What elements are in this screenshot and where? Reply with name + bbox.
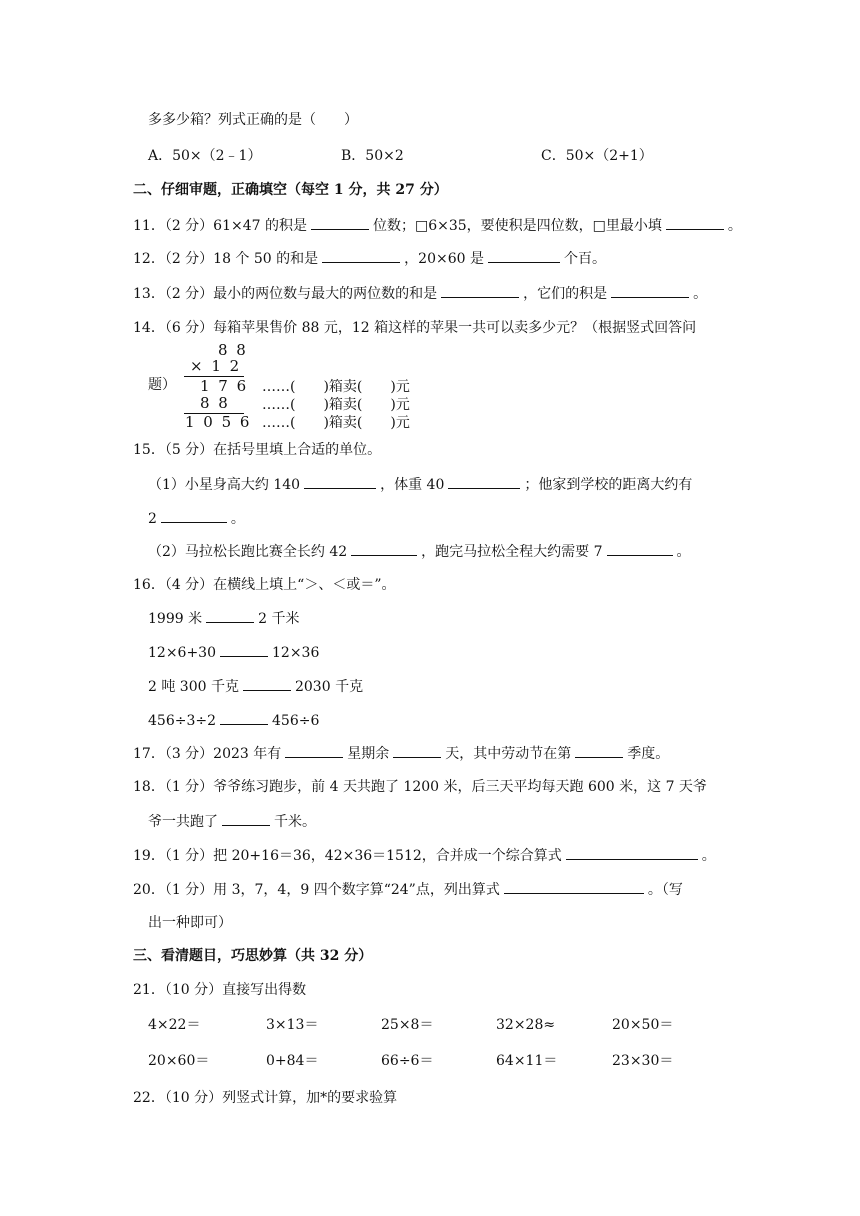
q19-blank-1[interactable] xyxy=(566,845,698,860)
q13-text-c: 。 xyxy=(693,286,708,302)
q16-item-4 xyxy=(148,710,319,731)
q20-blank-1[interactable] xyxy=(504,879,644,894)
q15-p2-text-a: （2）马拉松长跑比赛全长约 42 xyxy=(148,544,348,560)
q10-option-b: B．50×2 xyxy=(341,148,404,164)
q15-blank-2[interactable] xyxy=(448,474,520,489)
q16-item-2 xyxy=(148,642,319,663)
question-20 xyxy=(133,879,683,900)
q18-line-1: 18．（1 分）爷爷练习跑步，前 4 天共跑了 1200 米，后三天平均每天跑 600 米，这 7 天爷 xyxy=(133,779,707,795)
q17-text-a: 17．（3 分）2023 年有 xyxy=(133,746,282,762)
q21-item-9: 64×11＝ xyxy=(496,1053,558,1069)
q10-option-a: A．50×（2﹣1） xyxy=(148,148,262,164)
q18-text-b: 千米。 xyxy=(274,814,316,830)
q12-text-a: 12．（2 分）18 个 50 的和是 xyxy=(133,251,319,267)
q15-p1-text-c: ；他家到学校的距离大约有 xyxy=(524,477,693,493)
q13-text-a: 13．（2 分）最小的两位数与最大的两位数的和是 xyxy=(133,286,438,302)
q11-text-b: 位数；□6×35，要使积是四位数，□里最小填 xyxy=(372,218,662,234)
q11-blank-2[interactable] xyxy=(666,215,724,230)
q16-item-3-right: 2030 千克 xyxy=(294,679,364,695)
q16-item-3-left: 2 吨 300 千克 xyxy=(148,679,239,695)
q16-item-2-left: 12×6+30 xyxy=(148,645,216,661)
q15-p2-text-c: 。 xyxy=(676,544,691,560)
q21-item-10: 23×30＝ xyxy=(612,1053,674,1069)
q21-item-4: 32×28≈ xyxy=(496,1017,556,1033)
q21-item-8: 66÷6＝ xyxy=(381,1053,434,1069)
q12-text-b: ，20×60 是 xyxy=(404,251,484,267)
q20-text-b: 。（写 xyxy=(647,882,683,898)
q21-title: 21．（10 分）直接写出得数 xyxy=(133,982,307,998)
q21-item-1: 4×22＝ xyxy=(148,1017,201,1033)
vert-row-3: 1 7 6 xyxy=(200,377,249,395)
q19-text-b: 。 xyxy=(701,848,716,864)
question-11 xyxy=(133,215,742,236)
q15-blank-1[interactable] xyxy=(304,474,376,489)
q15-p1-text-d: 2 xyxy=(148,511,157,527)
q16-blank-1[interactable] xyxy=(206,608,254,623)
q12-text-c: 个百。 xyxy=(563,251,606,267)
q15-title: 15．（5 分）在括号里填上合适的单位。 xyxy=(133,442,382,458)
vert-label-1: ……( )箱卖( )元 xyxy=(262,379,410,395)
q10-tail: 多多少箱？列式正确的是（ ） xyxy=(148,112,358,128)
q21-item-7: 0+84＝ xyxy=(266,1053,319,1069)
vert-label-3: ……( )箱卖( )元 xyxy=(262,415,410,431)
q19-text-a: 19．（1 分）把 20+16＝36，42×36＝1512，合并成一个综合算式 xyxy=(133,848,562,864)
q12-blank-1[interactable] xyxy=(322,248,400,263)
q16-item-1-left: 1999 米 xyxy=(148,611,203,627)
q22-title: 22．（10 分）列竖式计算，加*的要求验算 xyxy=(133,1090,398,1106)
vert-label-2: ……( )箱卖( )元 xyxy=(262,397,410,413)
vert-row-2: × 1 2 xyxy=(190,357,242,375)
q13-text-b: ，它们的积是 xyxy=(523,286,608,302)
q15-p1-text-a: （1）小星身高大约 140 xyxy=(148,477,301,493)
question-17 xyxy=(133,743,669,764)
q15-part-1-cont xyxy=(148,508,245,529)
question-12 xyxy=(133,248,606,269)
q12-blank-2[interactable] xyxy=(488,248,560,263)
vert-row-4: 8 8 xyxy=(200,394,230,412)
q16-item-1 xyxy=(148,608,299,629)
section-2-title: 二、仔细审题，正确填空（每空 1 分，共 27 分） xyxy=(133,182,448,198)
q15-blank-4[interactable] xyxy=(351,541,417,556)
q15-part-1 xyxy=(148,474,692,495)
vert-row-5: 1 0 5 6 xyxy=(185,413,252,431)
q14-line-2: 题） xyxy=(148,377,176,393)
section-3-title: 三、看清题目，巧思妙算（共 32 分） xyxy=(133,948,373,964)
vert-row-1: 8 8 xyxy=(218,341,248,359)
q16-item-4-right: 456÷6 xyxy=(272,713,320,729)
q15-p1-text-e: 。 xyxy=(230,511,245,527)
q15-part-2 xyxy=(148,541,691,562)
question-19 xyxy=(133,845,716,866)
q13-blank-2[interactable] xyxy=(611,283,689,298)
q16-item-4-left: 456÷3÷2 xyxy=(148,713,216,729)
q15-blank-5[interactable] xyxy=(607,541,673,556)
q17-blank-2[interactable] xyxy=(393,743,441,758)
q18-line-2 xyxy=(148,811,316,832)
q13-blank-1[interactable] xyxy=(441,283,519,298)
q21-item-5: 20×50＝ xyxy=(612,1017,674,1033)
q11-blank-1[interactable] xyxy=(311,215,369,230)
vertical-multiplication xyxy=(180,343,470,429)
q16-blank-4[interactable] xyxy=(220,710,268,725)
q18-text-a: 爷一共跑了 xyxy=(148,814,218,830)
q17-text-b: 星期余 xyxy=(347,746,390,762)
q16-blank-3[interactable] xyxy=(243,676,291,691)
q21-item-2: 3×13＝ xyxy=(266,1017,319,1033)
q20-line-2: 出一种即可） xyxy=(148,915,232,931)
q16-title: 16．（4 分）在横线上填上“＞、＜或＝”。 xyxy=(133,577,396,593)
q15-blank-3[interactable] xyxy=(161,508,227,523)
question-13 xyxy=(133,283,707,304)
q16-item-1-right: 2 千米 xyxy=(258,611,300,627)
q14-line-1: 14．（6 分）每箱苹果售价 88 元，12 箱这样的苹果一共可以卖多少元？（根据竖式回答问 xyxy=(133,320,697,336)
q15-p2-text-b: ，跑完马拉松全程大约需要 7 xyxy=(421,544,603,560)
q18-blank-1[interactable] xyxy=(222,811,270,826)
q17-blank-1[interactable] xyxy=(285,743,343,758)
q15-p1-text-b: ，体重 40 xyxy=(380,477,445,493)
q17-text-c: 天，其中劳动节在第 xyxy=(445,746,572,762)
q11-text-c: 。 xyxy=(727,218,742,234)
q10-option-c: C．50×（2+1） xyxy=(541,148,653,164)
q11-text-a: 11．（2 分）61×47 的积是 xyxy=(133,218,307,234)
q16-item-2-right: 12×36 xyxy=(272,645,320,661)
q16-blank-2[interactable] xyxy=(220,642,268,657)
q21-item-6: 20×60＝ xyxy=(148,1053,210,1069)
q16-item-3 xyxy=(148,676,363,697)
q17-blank-3[interactable] xyxy=(575,743,623,758)
q20-text-a: 20．（1 分）用 3，7，4，9 四个数字算“24”点，列出算式 xyxy=(133,882,500,898)
q21-item-3: 25×8＝ xyxy=(381,1017,434,1033)
q17-text-d: 季度。 xyxy=(627,746,670,762)
